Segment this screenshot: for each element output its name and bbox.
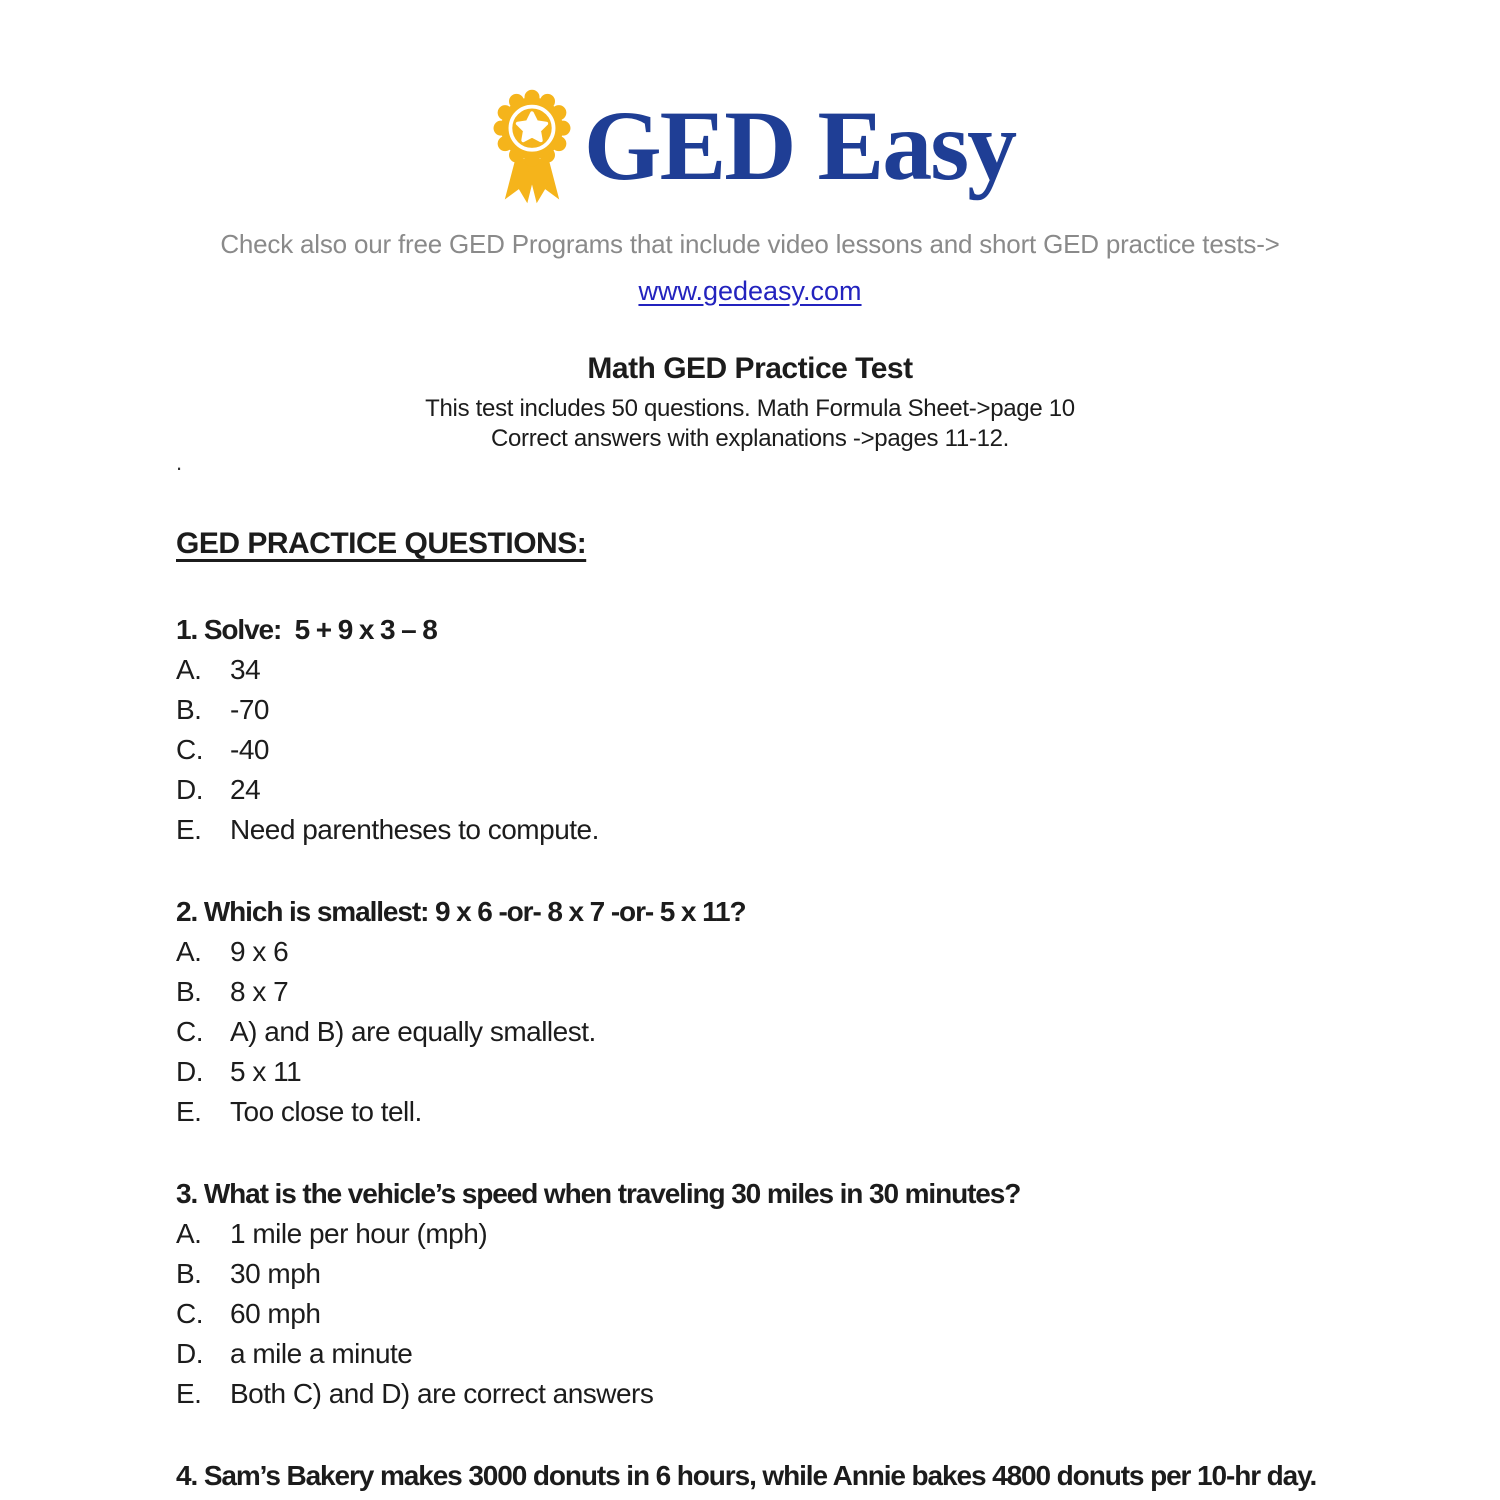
section-heading: GED PRACTICE QUESTIONS: xyxy=(176,527,587,560)
option-text: 24 xyxy=(230,774,261,805)
option-letter: C. xyxy=(176,734,203,765)
option-text: Too close to tell. xyxy=(230,1096,422,1127)
option-letter: C. xyxy=(176,1016,203,1047)
option-text: a mile a minute xyxy=(230,1338,413,1369)
option-letter: D. xyxy=(176,1056,203,1087)
question-2-option-c xyxy=(176,1012,1460,1052)
option-letter: B. xyxy=(176,976,202,1007)
question-1-title: 1. Solve: 5 + 9 x 3 – 8 xyxy=(176,614,437,645)
option-text: 1 mile per hour (mph) xyxy=(230,1218,488,1249)
logo xyxy=(0,84,1500,208)
option-text: A) and B) are equally smallest. xyxy=(230,1016,596,1047)
question-2-title: 2. Which is smallest: 9 x 6 -or- 8 x 7 -or- 5 x 11? xyxy=(176,896,746,927)
document-title: Math GED Practice Test xyxy=(587,352,913,385)
option-text: 60 mph xyxy=(230,1298,321,1329)
question-1 xyxy=(176,610,1460,850)
website-link[interactable]: www.gedeasy.com xyxy=(638,276,862,306)
question-3-option-e xyxy=(176,1374,1460,1414)
document-subtitle-1: This test includes 50 questions. Math Formula Sheet->page 10 xyxy=(425,395,1075,422)
option-letter: A. xyxy=(176,936,202,967)
question-1-option-e xyxy=(176,810,1460,850)
question-3-option-c xyxy=(176,1294,1460,1334)
question-1-option-b xyxy=(176,690,1460,730)
option-text: 34 xyxy=(230,654,261,685)
question-4 xyxy=(176,1456,1460,1496)
question-2-option-d xyxy=(176,1052,1460,1092)
question-1-option-a xyxy=(176,650,1460,690)
question-4-title: 4. Sam’s Bakery makes 3000 donuts in 6 hours, while Annie bakes 4800 donuts per 10-hr day. xyxy=(176,1460,1317,1491)
option-letter: B. xyxy=(176,1258,202,1289)
document-subtitle-2: Correct answers with explanations ->pages 11-12. xyxy=(490,425,1010,452)
option-text: -70 xyxy=(230,694,269,725)
award-ribbon-badge-icon xyxy=(485,85,579,207)
question-2-option-a xyxy=(176,932,1460,972)
option-letter: E. xyxy=(176,814,202,845)
option-letter: A. xyxy=(176,1218,202,1249)
option-text: 8 x 7 xyxy=(230,976,289,1007)
website-link-line xyxy=(0,276,1500,307)
question-3-option-a xyxy=(176,1214,1460,1254)
question-3 xyxy=(176,1174,1460,1414)
option-letter: C. xyxy=(176,1298,203,1329)
stray-period: . xyxy=(176,450,183,475)
option-text: -40 xyxy=(230,734,269,765)
brand-wordmark: GED Easy xyxy=(583,90,1016,201)
question-3-title: 3. What is the vehicle’s speed when traveling 30 miles in 30 minutes? xyxy=(176,1178,1021,1209)
question-1-option-c xyxy=(176,730,1460,770)
option-letter: E. xyxy=(176,1378,202,1409)
option-text: Need parentheses to compute. xyxy=(230,814,599,845)
option-text: 30 mph xyxy=(230,1258,321,1289)
option-letter: B. xyxy=(176,694,202,725)
option-letter: A. xyxy=(176,654,202,685)
option-letter: E. xyxy=(176,1096,202,1127)
question-3-option-d xyxy=(176,1334,1460,1374)
question-3-option-b xyxy=(176,1254,1460,1294)
question-1-option-d xyxy=(176,770,1460,810)
option-text: 9 x 6 xyxy=(230,936,289,967)
question-2-option-e xyxy=(176,1092,1460,1132)
option-text: Both C) and D) are correct answers xyxy=(230,1378,654,1409)
promo-text: Check also our free GED Programs that include video lessons and short GED practice tests-> xyxy=(220,229,1280,259)
question-2-option-b xyxy=(176,972,1460,1012)
option-letter: D. xyxy=(176,774,203,805)
question-2 xyxy=(176,892,1460,1132)
option-text: 5 x 11 xyxy=(230,1056,302,1087)
option-letter: D. xyxy=(176,1338,203,1369)
